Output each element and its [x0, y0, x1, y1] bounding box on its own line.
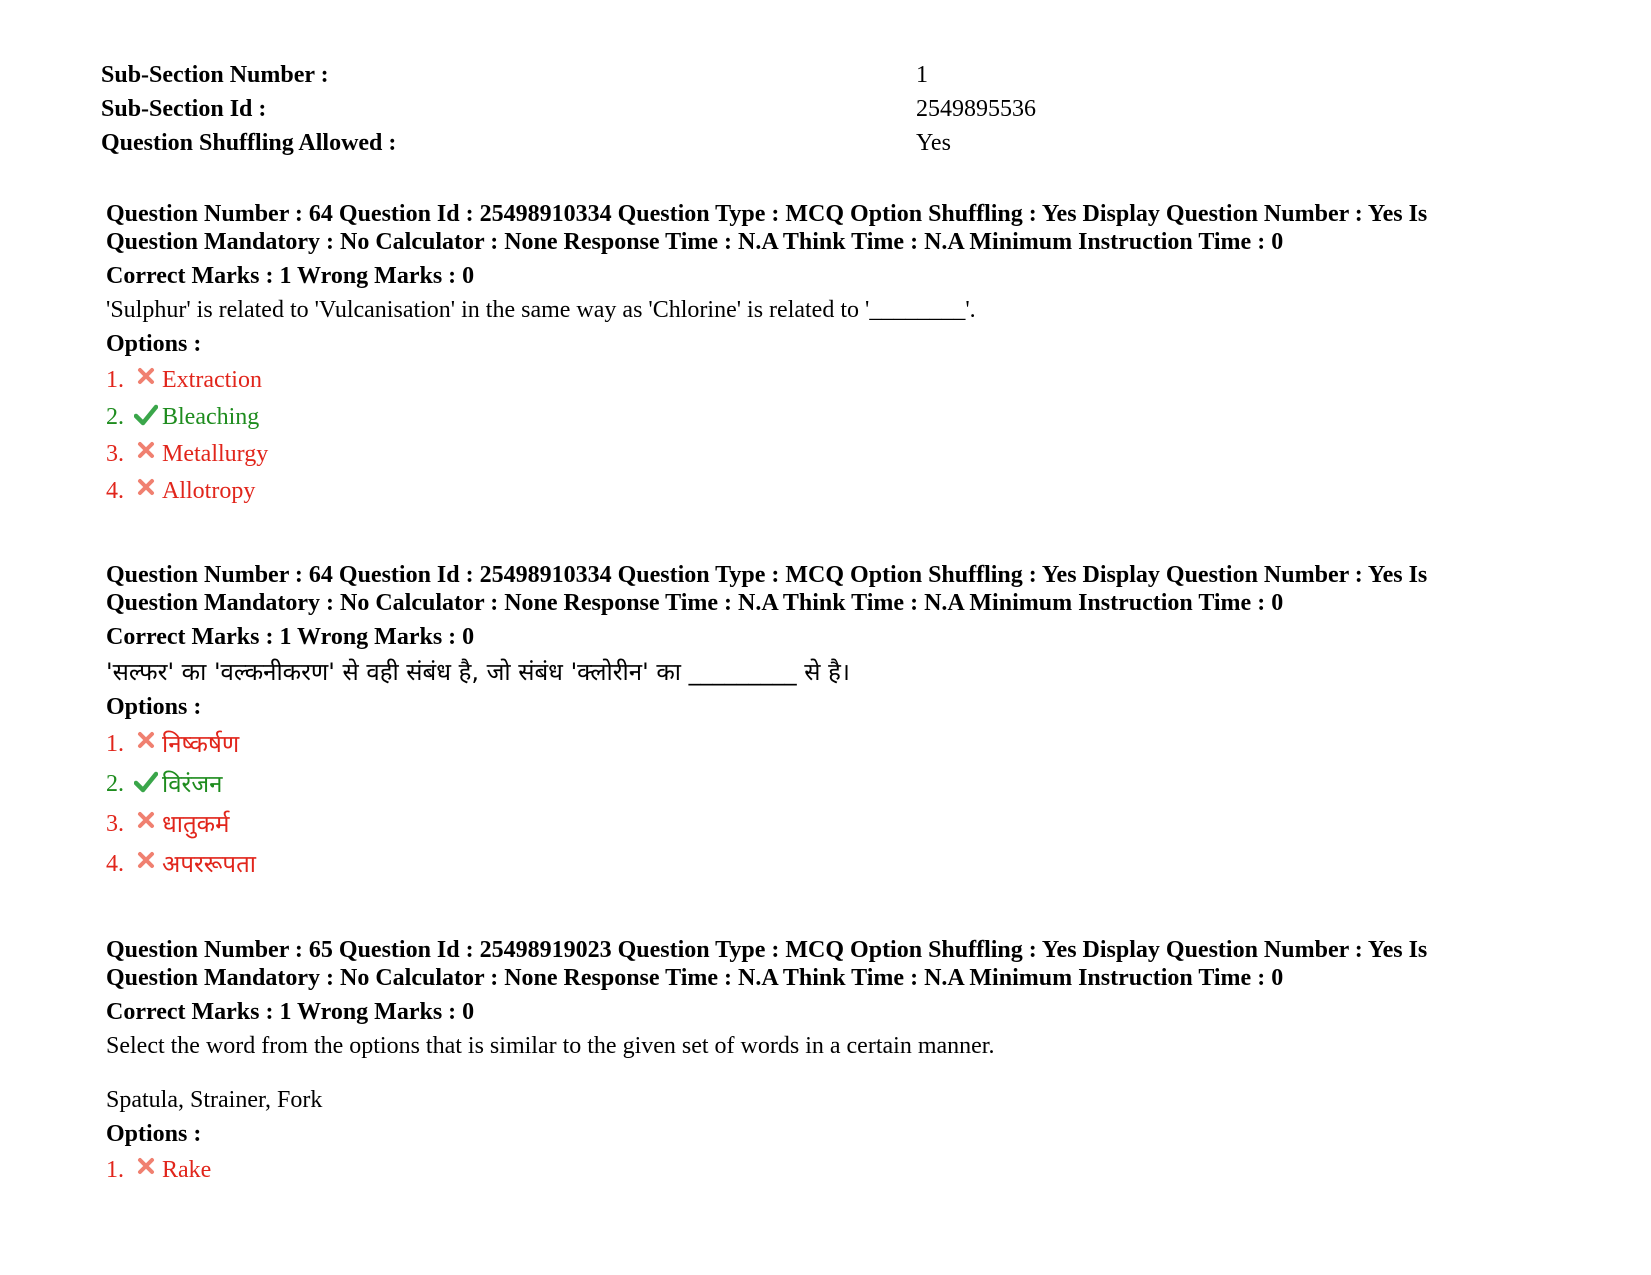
option-item: [106, 724, 1526, 764]
subsection-number-value: 1: [916, 62, 928, 88]
option-item: [106, 804, 1526, 844]
question-meta-line: Question Number : 64 Question Id : 25498910334 Question Type : MCQ Option Shuffling : Yes Display Question Number : Yes Is: [106, 201, 1428, 227]
option-number: 1.: [106, 366, 124, 393]
question-meta-line: Question Number : 64 Question Id : 25498910334 Question Type : MCQ Option Shuffling : Yes Display Question Number : Yes Is: [106, 562, 1428, 588]
option-number: 3.: [106, 811, 124, 837]
subsection-id-value: 2549895536: [916, 96, 1036, 122]
check-icon: [132, 404, 160, 430]
question-text: 'Sulphur' is related to 'Vulcanisation' in the same way as 'Chlorine' is related to '________'.: [106, 297, 976, 323]
option-item: [106, 764, 1526, 804]
subsection-row: [101, 58, 1301, 92]
question-block: [106, 936, 1526, 1188]
option-text: Allotropy: [162, 477, 256, 504]
subsection-row: [101, 126, 1301, 160]
option-number: 3.: [106, 440, 124, 467]
option-item: [106, 435, 1526, 472]
subsection-row: [101, 92, 1301, 126]
option-number: 4.: [106, 477, 124, 504]
question-text: 'सल्फर' का 'वल्कनीकरण' से वही संबंध है, जो संबंध 'क्लोरीन' का _________ से है।: [106, 658, 850, 686]
cross-icon: [132, 811, 160, 837]
question-marks: Correct Marks : 1 Wrong Marks : 0: [106, 263, 475, 289]
option-text: Extraction: [162, 366, 262, 393]
question-meta-line: Question Mandatory : No Calculator : None Response Time : N.A Think Time : N.A Minimum Instruction Time : 0: [106, 965, 1284, 991]
cross-icon: [132, 1157, 160, 1183]
question-marks: Correct Marks : 1 Wrong Marks : 0: [106, 999, 475, 1025]
cross-icon: [132, 731, 160, 757]
subsection-number-label: Sub-Section Number :: [101, 62, 329, 88]
question-meta-line: Question Mandatory : No Calculator : None Response Time : N.A Think Time : N.A Minimum Instruction Time : 0: [106, 590, 1284, 616]
cross-icon: [132, 441, 160, 467]
question-meta-line: Question Mandatory : No Calculator : None Response Time : N.A Think Time : N.A Minimum Instruction Time : 0: [106, 229, 1284, 255]
option-item: [106, 361, 1526, 398]
option-item: [106, 472, 1526, 509]
option-number: 1.: [106, 731, 124, 757]
option-number: 2.: [106, 403, 124, 430]
cross-icon: [132, 478, 160, 504]
question-text: Select the word from the options that is similar to the given set of words in a certain manner.: [106, 1033, 995, 1059]
question-shuffling-value: Yes: [916, 130, 951, 156]
subsection-id-label: Sub-Section Id :: [101, 96, 267, 122]
option-item: [106, 398, 1526, 435]
option-text: Rake: [162, 1156, 212, 1183]
option-text: Metallurgy: [162, 440, 269, 467]
cross-icon: [132, 367, 160, 393]
options-label: Options :: [106, 331, 202, 357]
check-icon: [132, 771, 160, 797]
option-number: 1.: [106, 1156, 124, 1183]
option-text: अपररूपता: [162, 850, 256, 878]
option-number: 4.: [106, 851, 124, 877]
question-block: [106, 561, 1526, 884]
question-block: [106, 200, 1526, 509]
option-text: विरंजन: [162, 770, 223, 798]
options-label: Options :: [106, 1121, 202, 1147]
question-word-set: Spatula, Strainer, Fork: [106, 1087, 323, 1113]
option-item: [106, 1151, 1526, 1188]
question-meta-line: Question Number : 65 Question Id : 25498919023 Question Type : MCQ Option Shuffling : Yes Display Question Number : Yes Is: [106, 937, 1428, 963]
question-shuffling-label: Question Shuffling Allowed :: [101, 130, 397, 156]
option-text: निष्कर्षण: [162, 730, 240, 758]
options-label: Options :: [106, 694, 202, 720]
subsection-info: [101, 58, 1301, 160]
option-number: 2.: [106, 771, 124, 797]
option-text: धातुकर्म: [162, 810, 230, 838]
option-item: [106, 844, 1526, 884]
cross-icon: [132, 851, 160, 877]
question-marks: Correct Marks : 1 Wrong Marks : 0: [106, 624, 475, 650]
option-text: Bleaching: [162, 403, 260, 430]
